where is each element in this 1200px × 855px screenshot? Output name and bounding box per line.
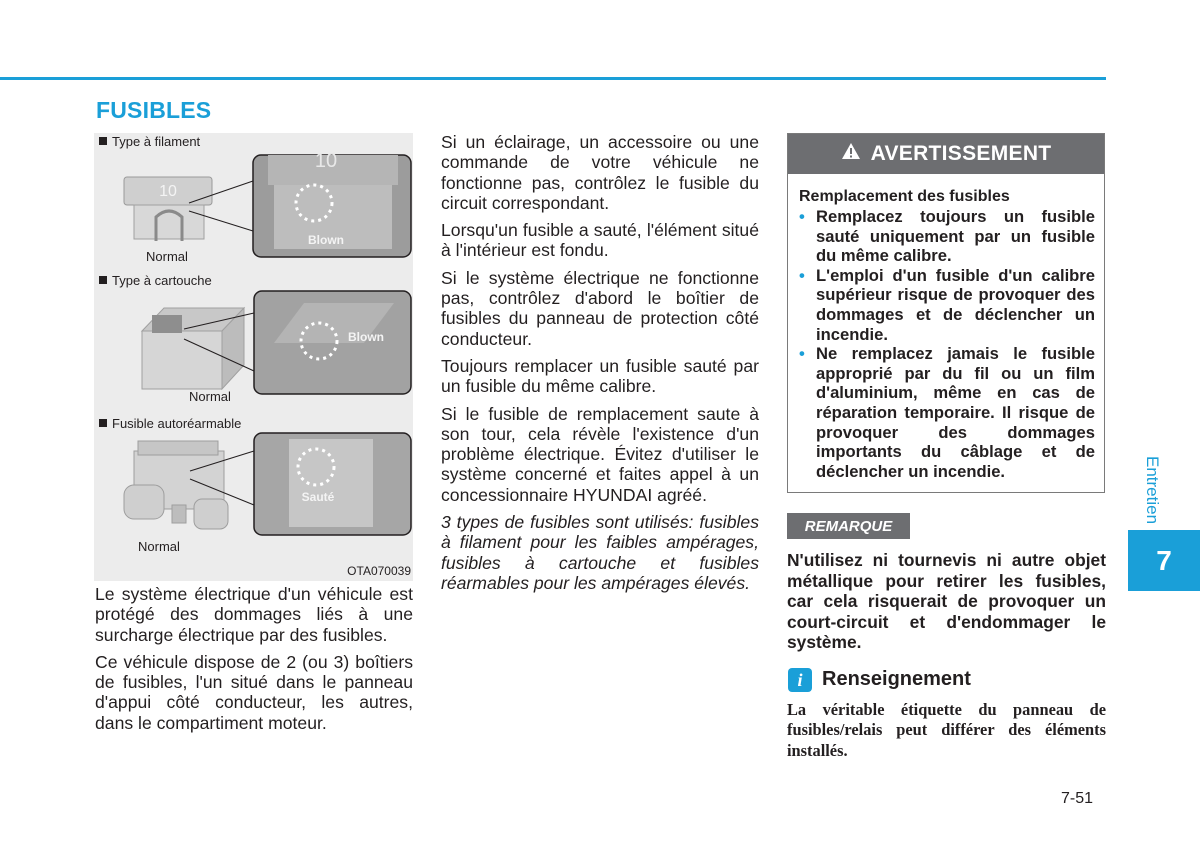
paragraph: Si le système électrique ne fonctionne pas, contrôlez d'abord le boîtier de fusibles du panneau de protection côté conducteur. [441,267,759,349]
remark-text: N'utilisez ni tournevis ni autre objet métallique pour retirer les fusibles, car cela risquerait de provoquer un court-circuit et d'endommager le système. [787,550,1106,653]
list-item: • Ne remplacez jamais le fusible approprié par du fil ou un film d'aluminium, même en cas de réparation temporaire. Il risque de provoquer des dommages importants du câblage et de déclencher un incendie. [799,344,1095,481]
column-2 [441,132,759,600]
fuse-figure [94,133,413,581]
chapter-number-tab: 7 [1128,530,1200,591]
filament-blown-label: Blown [308,233,344,247]
chapter-label: Entretien [1143,455,1162,525]
paragraph: Si un éclairage, un accessoire ou une commande de votre véhicule ne fonctionne pas, contrôlez le fusible du circuit correspondant. [441,132,759,213]
warning-subtitle: Remplacement des fusibles [799,188,1010,205]
label-normal-filament: Normal [146,249,188,264]
bullet-square-icon [99,276,107,284]
figure-code: OTA070039 [347,564,411,578]
info-text: La véritable étiquette du panneau de fusibles/relais peut différer des éléments installés. [787,700,1106,760]
label-normal-autorearmable: Normal [138,539,180,554]
info-title: Renseignement [822,668,971,690]
label-type-cartouche: Type à cartouche [99,273,212,288]
filament-zoom-number: 10 [314,150,338,172]
column-1 [95,584,413,740]
autoreset-saute-label: Sauté [301,490,335,504]
warning-list [799,207,1095,481]
list-item: • Remplacez toujours un fusible sauté uniquement par un fusible du même calibre. [799,207,1095,266]
bullet-icon: • [799,344,805,364]
fuse-illustration [94,133,413,581]
bullet-icon: • [799,265,805,285]
paragraph: Lorsqu'un fusible a sauté, l'élément situé à l'intérieur est fondu. [441,220,759,261]
filament-fuse-number: 10 [159,183,177,200]
page-number: 7-51 [1061,790,1094,807]
warning-box [787,133,1105,493]
italic-paragraph: 3 types de fusibles sont utilisés: fusibles à filament pour les faibles ampérages, fusibles à cartouche et fusibles réarmables pour les ampérages élevés. [441,512,759,593]
label-type-filament: Type à filament [99,134,200,149]
bullet-square-icon [99,137,107,145]
paragraph: Si le fusible de remplacement saute à son tour, cela révèle l'existence d'un problème électrique. Évitez d'utiliser le système concerné et faites appel à un concessionnaire HYUNDAI agréé. [441,403,759,505]
section-title: FUSIBLES [96,97,212,123]
cartridge-fuse-normal [142,308,244,389]
warning-triangle-icon [841,142,861,166]
warning-title: AVERTISSEMENT [870,142,1052,165]
paragraph: Toujours remplacer un fusible sauté par un fusible du même calibre. [441,355,759,397]
label-normal-cartouche: Normal [189,389,231,404]
paragraph: Ce véhicule dispose de 2 (ou 3) boîtiers de fusibles, l'un situé dans le panneau d'appui côté conducteur, les autres, dans le compartiment moteur. [95,651,413,733]
filament-fuse-blown-zoom [189,155,411,257]
paragraph: Le système électrique d'un véhicule est protégé des dommages liés à une surcharge électrique par des fusibles. [95,584,413,645]
warning-header [788,134,1104,174]
cartridge-blown-label: Blown [348,330,384,344]
top-rule [0,77,1106,80]
label-type-autorearmable: Fusible autoréarmable [99,416,241,431]
bullet-square-icon [99,419,107,427]
info-icon: i [788,668,812,692]
remark-badge: REMARQUE [787,513,910,539]
autoreset-fuse-normal [124,441,228,529]
list-item: • L'emploi d'un fusible d'un calibre supérieur risque de provoquer des dommages et de déclencher un incendie. [799,265,1095,344]
bullet-icon: • [799,207,805,226]
